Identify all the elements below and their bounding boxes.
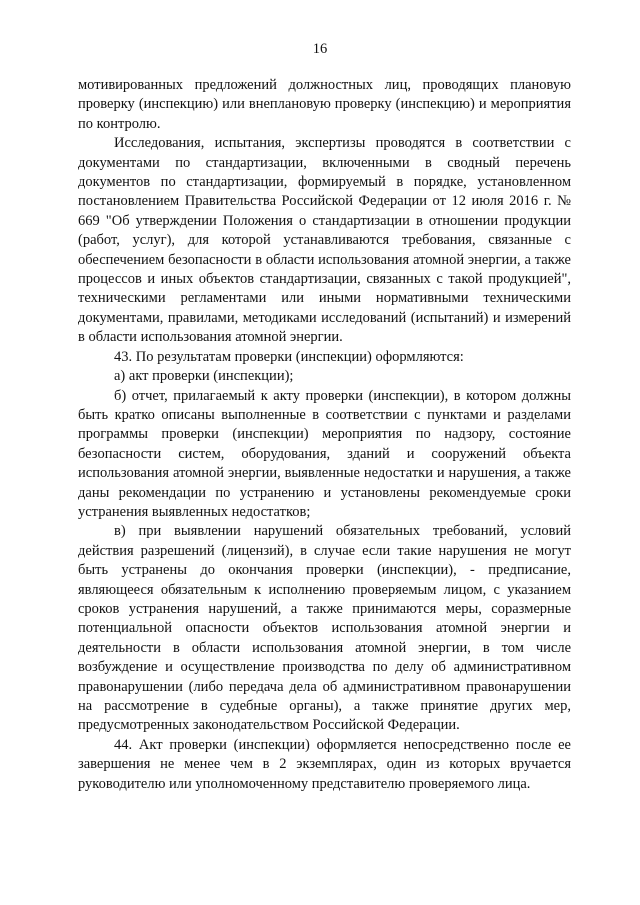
paragraph-item-43: 43. По результатам проверки (инспекции) оформляются: bbox=[114, 348, 464, 365]
document-body bbox=[78, 76, 571, 794]
paragraph-item-43v: в) при выявлении нарушений обязательных требований, условий действия разрешений (лицензий), в случае если такие нарушения не могут быть устранены до окончания проверки (инспекции), - предписание, являющееся обязательным к исполнению проверяемым лицом, с указанием сроков устранения нарушений, а также принимаются меры, соразмерные потенциальной опасности объектов использования атомной энергии и деятельности в области использования атомной энергии, в том числе возбуждение и осуществление производства по делу об административном правонарушении (либо передача дела об административном правонарушении на рассмотрение в судебные органы), а также принятие других мер, предусмотренных законодательством Российской Федерации. bbox=[78, 523, 571, 734]
paragraph-continuation: мотивированных предложений должностных лиц, проводящих плановую проверку (инспекцию) или внеплановую проверку (инспекцию) и мероприятия по контролю. bbox=[78, 77, 571, 132]
paragraph-item-43a: а) акт проверки (инспекции); bbox=[114, 368, 294, 385]
paragraph-research-standards: Исследования, испытания, экспертизы проводятся в соответствии с документами по стандартизации, включенными в сводный перечень документов по стандартизации, формируемый в порядке, установленном постановлением Правительства Российской Федерации от 12 июля 2016 г. № 669 "Об утверждении Положения о стандартизации в отношении продукции (работ, услуг), для которой устанавливаются требования, связанные с обеспечением безопасности в области использования атомной энергии, а также процессов и иных объектов стандартизации, связанных с такой продукцией", техническими регламентами или иными нормативными техническими документами, правилами, методиками исследований (испытаний) и измерений в области использования атомной энергии. bbox=[78, 135, 571, 346]
paragraph-item-43b: б) отчет, прилагаемый к акту проверки (инспекции), в котором должны быть кратко описаны выполненные в соответствии с пунктами и разделами программы проверки (инспекции) мероприятия по надзору, состояние безопасности систем, оборудования, зданий и сооружений объекта использования атомной энергии, выявленные недостатки и нарушения, а также даны рекомендации по устранению и установлены рекомендуемые сроки устранения выявленных недостатков; bbox=[78, 387, 571, 520]
paragraph-item-44: 44. Акт проверки (инспекции) оформляется непосредственно после ее завершения не менее чем в 2 экземплярах, один из которых вручается руководителю или уполномоченному представителю проверяемого лица. bbox=[78, 736, 571, 792]
page-number: 16 bbox=[312, 41, 328, 57]
